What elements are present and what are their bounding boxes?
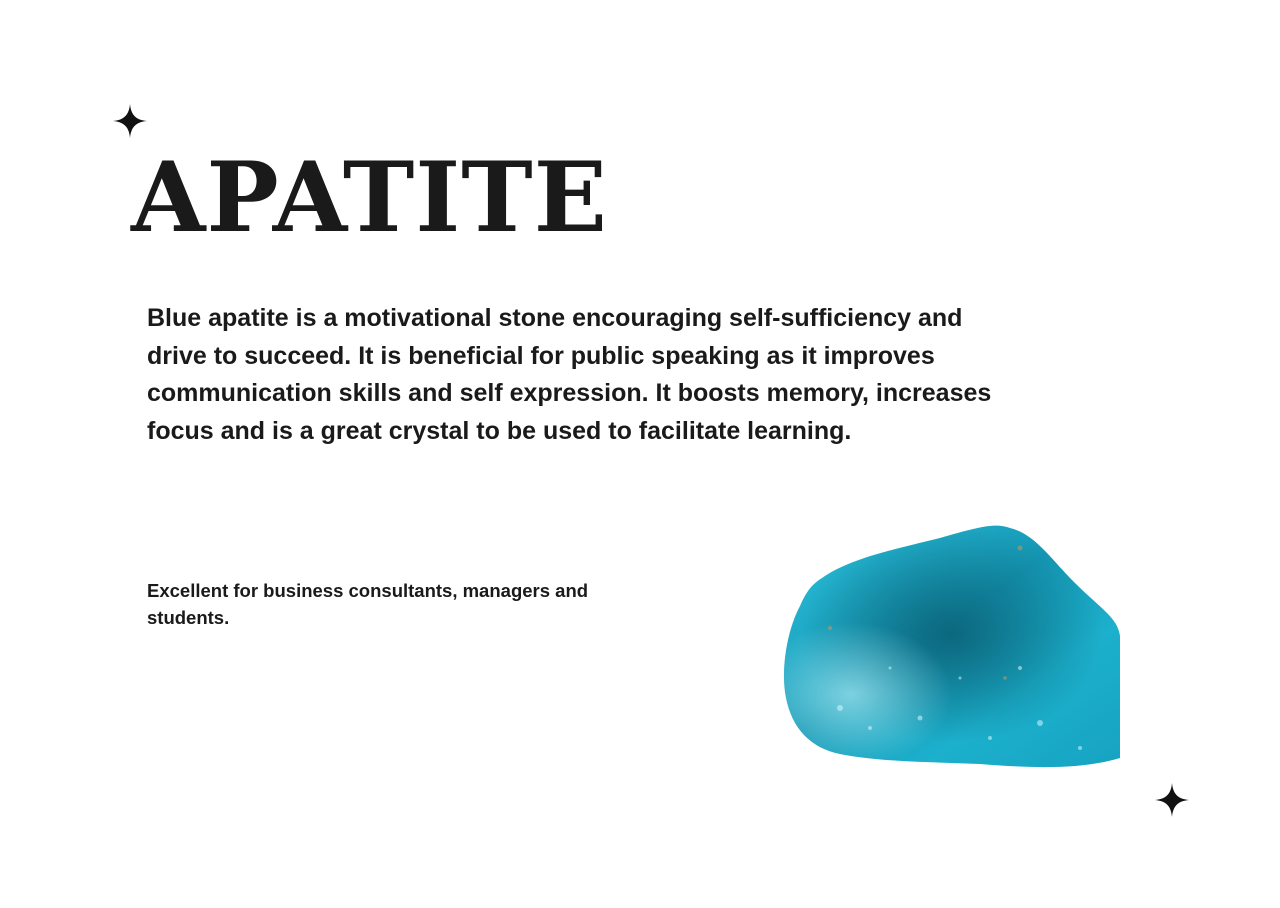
note-text: Excellent for business consultants, managers and students. [147, 580, 589, 628]
sparkle-icon [1155, 783, 1189, 817]
page-title: APATITE [131, 141, 608, 254]
sparkle-icon [113, 104, 147, 138]
apatite-stone-image [780, 518, 1126, 774]
description-text: Blue apatite is a motivational stone encouraging self-sufficiency and drive to succeed. It is beneficial for public speaking as it improves communication skills and self expression. It boosts memory, increases focus and is a great crystal to be used to facilitate learning. [147, 304, 992, 445]
